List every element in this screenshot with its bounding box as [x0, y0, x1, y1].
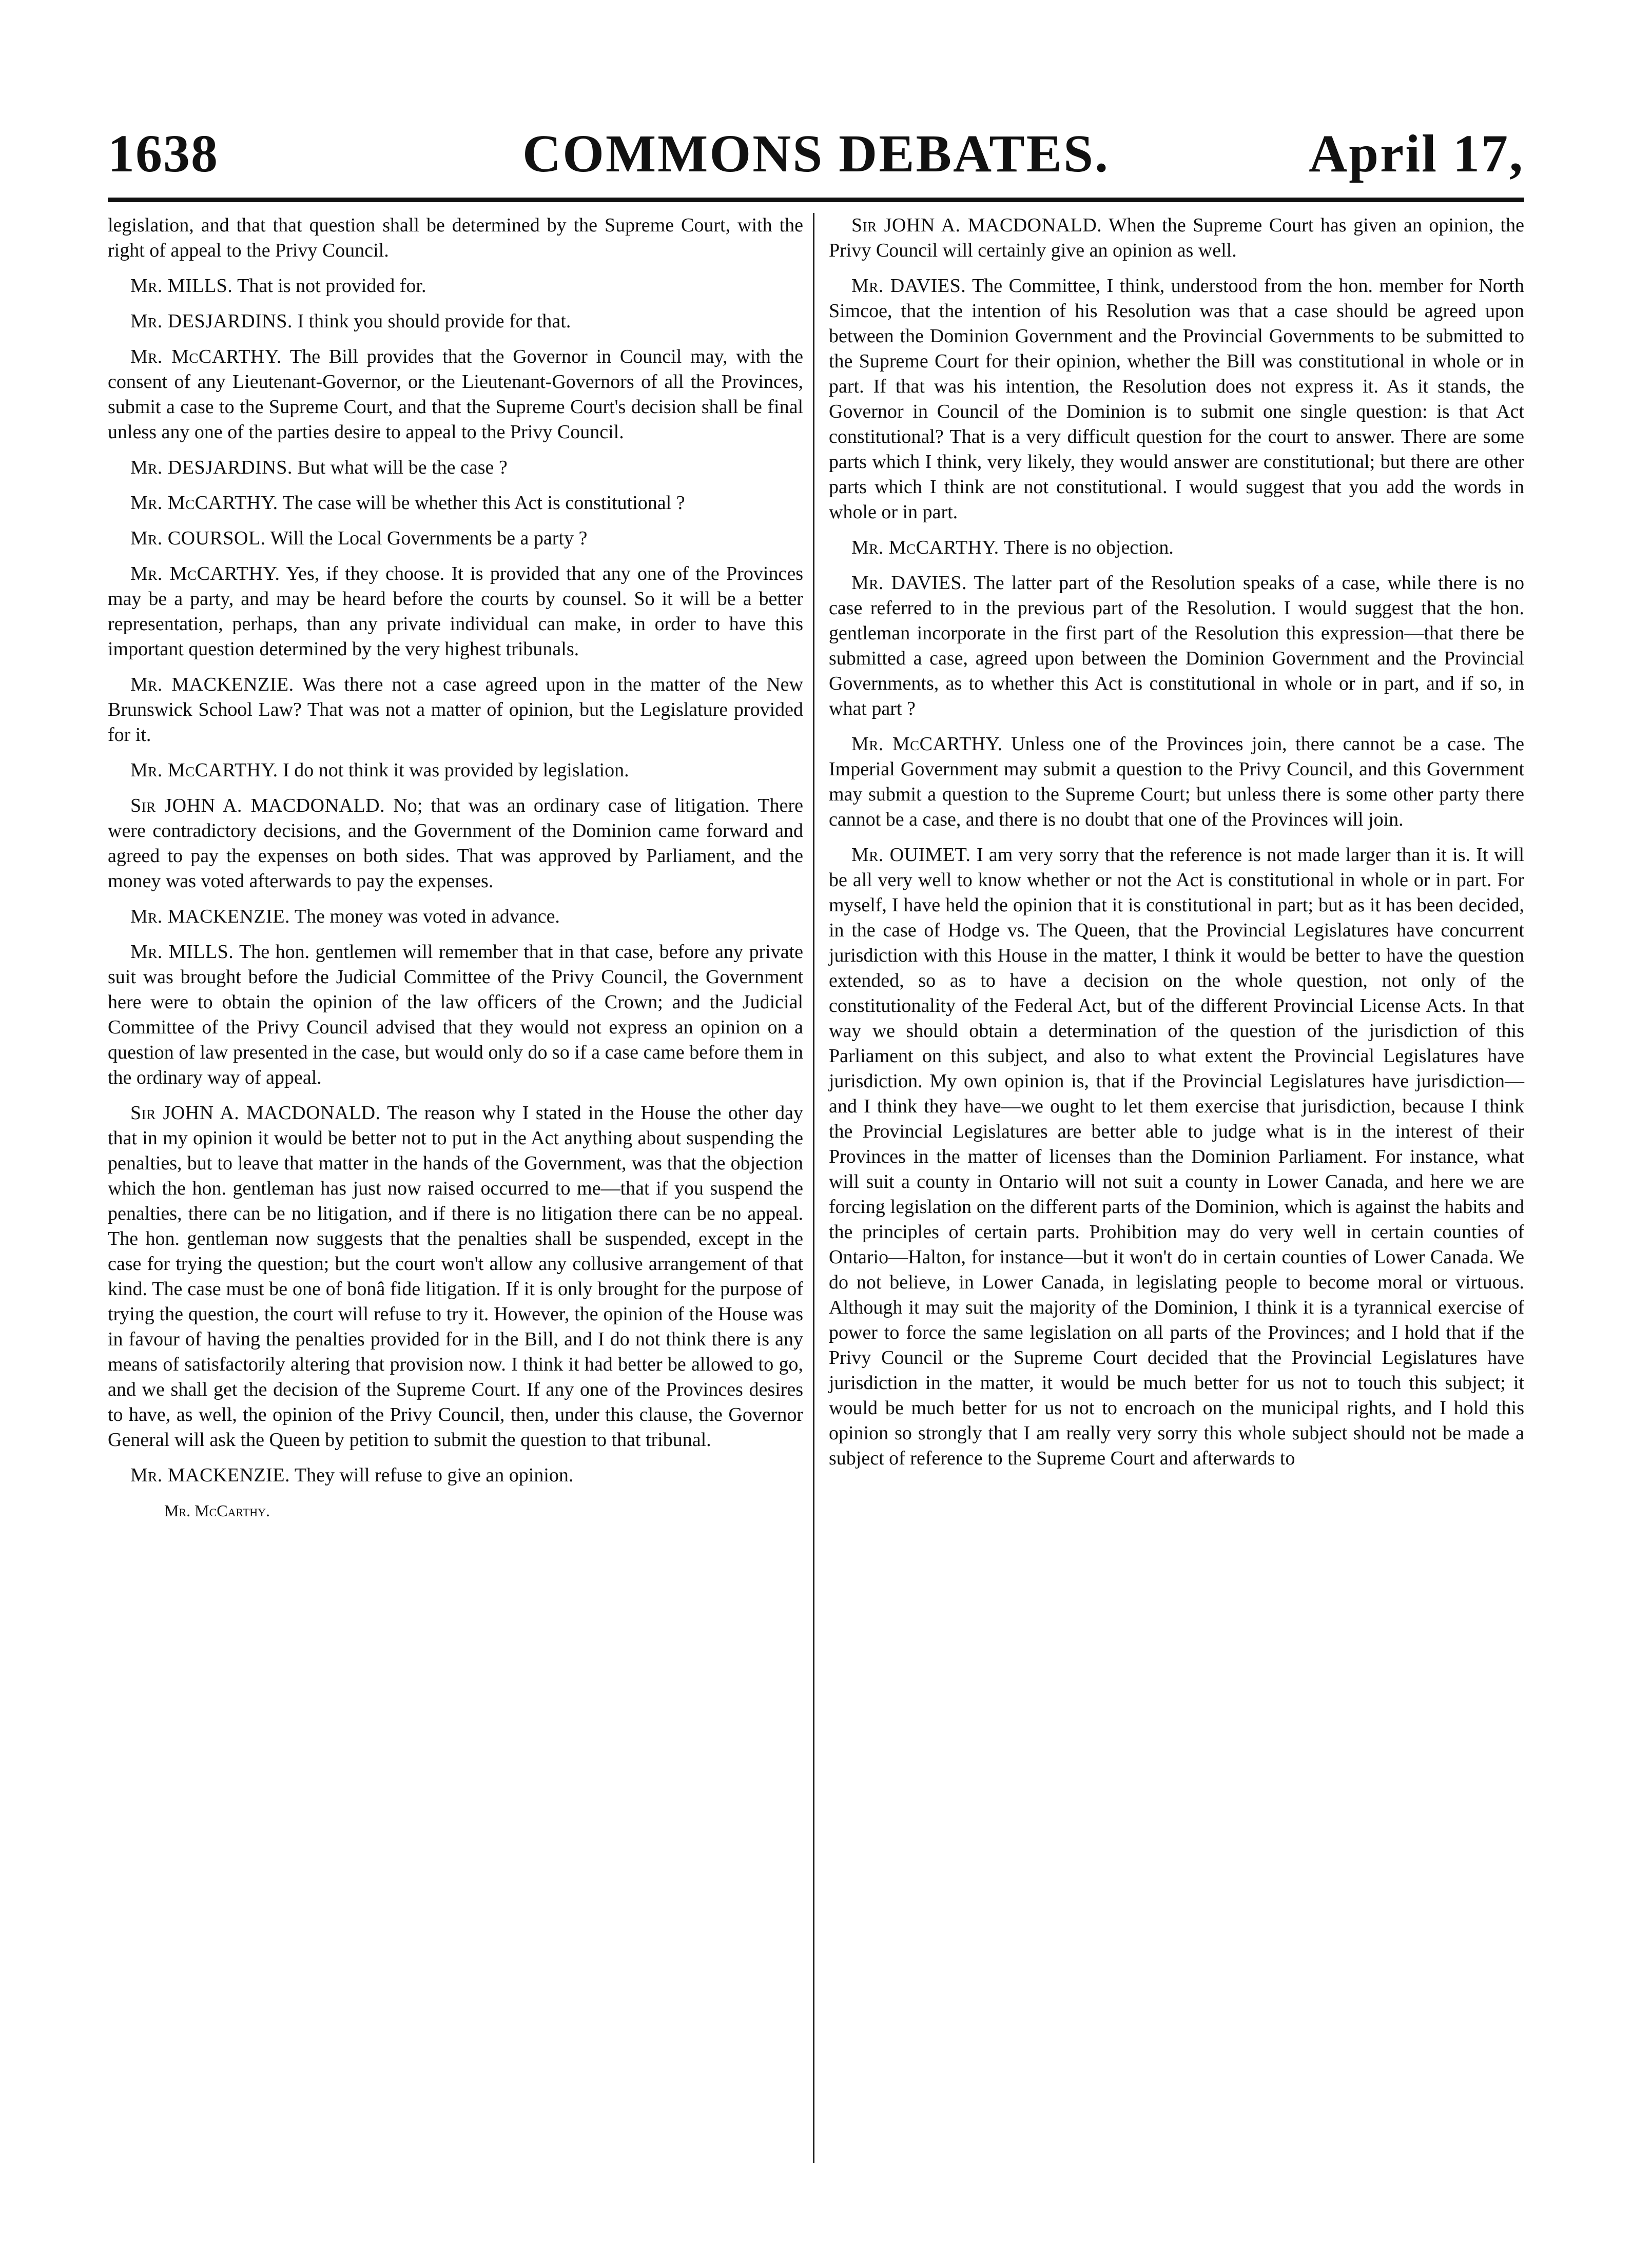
speaker-name: Mr. DAVIES.	[851, 275, 966, 297]
paragraph	[829, 571, 1524, 721]
paragraph	[108, 491, 803, 516]
paragraph	[829, 273, 1524, 525]
footer-signature: Mr. McCarthy.	[164, 1501, 270, 1520]
column-divider	[813, 213, 814, 2163]
paragraph	[829, 732, 1524, 832]
paragraph-text: I think you should provide for that.	[297, 310, 571, 332]
paragraph	[108, 344, 803, 445]
paragraph-text: There is no objection.	[1003, 537, 1174, 558]
paragraph	[108, 793, 803, 894]
speaker-name: Mr. McCARTHY.	[130, 346, 282, 367]
speaker-name: Sir JOHN A. MACDONALD.	[130, 1102, 381, 1124]
paragraph-text: But what will be the case ?	[297, 457, 508, 478]
paragraph	[108, 758, 803, 783]
paragraph	[829, 843, 1524, 1471]
paragraph-text: Yes, if they choose. It is provided that any one of the Provinces may be a party, and may be heard before the courts by counsel. So it will be a better representation, perhaps, than any private individual can make, in order to have this important question determined by the very highest tribunals.	[108, 563, 803, 660]
speaker-name: Mr. DAVIES.	[851, 572, 967, 594]
header-rule	[108, 198, 1524, 202]
page-title: COMMONS DEBATES.	[522, 124, 1110, 183]
speaker-name: Mr. DESJARDINS.	[130, 310, 293, 332]
paragraph-text: No; that was an ordinary case of litigation. There were contradictory decisions, and the Government of the Dominion came forward and agreed to pay the expenses on both sides. That was approved by Parliament, and the money was voted afterwards to pay the expenses.	[108, 795, 803, 892]
speaker-name: Mr. MILLS.	[130, 941, 234, 963]
left-column	[108, 213, 803, 1523]
paragraph	[108, 1101, 803, 1453]
paragraph	[108, 455, 803, 480]
paragraph	[108, 672, 803, 748]
paragraph-text: The Committee, I think, understood from the hon. member for North Simcoe, that the intention of his Resolution was that a case should be agreed upon between the Dominion Government and the Provincial Governments to be submitted to the Supreme Court for their opinion, whether the Bill was constitutional in whole or in part. If that was his intention, the Resolution does not express it. As it stands, the Governor in Council of the Dominion is to submit one single question: is that Act constitutional? That is a very difficult question for the court to answer. There are some parts which I think, very likely, they would answer are constitutional; but there are other parts which I think are not constitutional. I would suggest that you add the words in whole or in part.	[829, 275, 1524, 523]
paragraph	[829, 535, 1524, 560]
paragraph-text: The latter part of the Resolution speaks of a case, while there is no case referred to in the previous part of the Resolution. I would suggest that the hon. gentleman incorporate in the first part of the Resolution this expression—that there be submitted a case, agreed upon between the Dominion Government and the Provincial Governments, as to whether this Act is constitutional in whole or in part, and if so, in what part ?	[829, 572, 1524, 719]
paragraph-text: Unless one of the Provinces join, there cannot be a case. The Imperial Government may submit a question to the Privy Council, and this Government may submit a question to the Supreme Court; but unless there is some other party there cannot be a case, and there is no doubt that one of the Provinces will join.	[829, 733, 1525, 830]
paragraph-text: I do not think it was provided by legislation.	[283, 759, 629, 781]
paragraph-text: Will the Local Governments be a party ?	[270, 527, 588, 549]
speaker-name: Sir JOHN A. MACDONALD.	[130, 795, 385, 816]
speaker-name: Mr. OUIMET.	[851, 844, 971, 866]
right-column	[829, 213, 1524, 1481]
paragraph-text: legislation, and that that question shall be determined by the Supreme Court, with the right of appeal to the Privy Council.	[108, 214, 803, 261]
paragraph	[108, 309, 803, 334]
speaker-name: Mr. DESJARDINS.	[130, 457, 293, 478]
speaker-name: Sir JOHN A. MACDONALD.	[851, 214, 1102, 236]
speaker-name: Mr. McCARTHY.	[130, 563, 280, 584]
speaker-name: Mr. COURSOL.	[130, 527, 266, 549]
paragraph-text: I am very sorry that the reference is not made larger than it is. It will be all very well to know whether or not the Act is constitutional in whole or in part. For myself, I have held the opinion that it is constitutional in part; but as it has been decided, in the case of Hodge vs. The Queen, that the Provincial Legislatures have concurrent jurisdiction with this House in the matter, I think it would be better to have the question extended, so as to have a decision on the whole question, not only of the constitutionality of the Federal Act, but of the different Provincial License Acts. In that way we should obtain a determination of the question of the jurisdiction of this Parliament on this subject, and also to what extent the Provincial Legislatures have jurisdiction. My own opinion is, that if the Provincial Legislatures have jurisdiction—and I think they have—we ought to let them exercise that jurisdiction, because I think the Provincial Legislatures are better able to judge what is in the interest of their Provinces in the matter of licenses than the Dominion Parliament. For instance, what will suit a county in Ontario will not suit a county in Lower Canada, and here we are forcing legislation on the different parts of the Dominion, which is against the habits and the principles of certain parts. Prohibition may do very well in certain counties of Ontario—Halton, for instance—but it won't do in certain counties of Lower Canada. We do not believe, in Lower Canada, in legislating people to become moral or virtuous. Although it may suit the majority of the Dominion, I think it is a tyrannical exercise of power to force the same legislation on all parts of the Provinces; and I hold that if the Privy Council or the Supreme Court decided that the Provincial Legislatures have jurisdiction in the matter, it would be much better for us not to touch this subject; it would be much better for us not to encroach on the municipal rights, and I hold this opinion so strongly that I am really very sorry this whole subject should not be made a subject of reference to the Supreme Court and afterwards to	[829, 844, 1524, 1469]
page-header	[108, 118, 1524, 200]
paragraph	[108, 940, 803, 1090]
speaker-name: Mr. McCARTHY.	[851, 733, 1003, 755]
paragraph-text: They will refuse to give an opinion.	[294, 1464, 574, 1486]
paragraph-text: The Bill provides that the Governor in Council may, with the consent of any Lieutenant-Governor, or the Lieutenant-Governors of all the Provinces, submit a case to the Supreme Court, and that the Supreme Court's decision shall be final unless any one of the parties desire to appeal to the Privy Council.	[108, 346, 803, 443]
paragraph-text: That is not provided for.	[237, 275, 426, 297]
paragraph-text: Was there not a case agreed upon in the matter of the New Brunswick School Law? That was not a matter of opinion, but the Legislature provided for it.	[108, 674, 803, 746]
paragraph-text: The money was voted in advance.	[294, 906, 560, 927]
paragraph-text: The case will be whether this Act is constitutional ?	[282, 492, 685, 514]
paragraph-text: The reason why I stated in the House the other day that in my opinion it would be better not to put in the Act anything about suspending the penalties, but to leave that matter in the hands of the Government, was that the objection which the hon. gentleman has just now raised occurred to me—that if you suspend the penalties, there can be no litigation, and if there is no litigation there can be no appeal. The hon. gentleman now suggests that the penalties shall be suspended, except in the case for trying the question; but the court won't allow any collusive arrangement of that kind. The case must be one of bonâ fide litigation. If it is only brought for the purpose of trying the question, the court will refuse to try it. However, the opinion of the House was in favour of having the penalties provided for in the Bill, and I do not think there is any means of satisfactorily altering that provision now. I think it had better be allowed to go, and we shall get the decision of the Supreme Court. If any one of the Provinces desires to have, as well, the opinion of the Privy Council, then, under this clause, the Governor General will ask the Queen by petition to submit the question to that tribunal.	[108, 1102, 803, 1451]
speaker-name: Mr. McCARTHY.	[130, 759, 278, 781]
paragraph	[829, 213, 1524, 263]
page-number: 1638	[108, 124, 219, 183]
speaker-name: Mr. MILLS.	[130, 275, 233, 297]
paragraph-text: The hon. gentlemen will remember that in that case, before any private suit was brought before the Judicial Committee of the Privy Council, the Government here were to obtain the opinion of the law officers of the Crown; and the Judicial Committee of the Privy Council advised that they would not express an opinion on a question of law presented in the case, but would only do so if a case came before them in the ordinary way of appeal.	[108, 941, 803, 1088]
speaker-name: Mr. MACKENZIE.	[130, 906, 290, 927]
paragraph	[108, 213, 803, 263]
paragraph	[108, 904, 803, 929]
speaker-name: Mr. McCARTHY.	[851, 537, 999, 558]
paragraph	[108, 273, 803, 299]
paragraph	[108, 526, 803, 551]
speaker-name: Mr. MACKENZIE.	[130, 1464, 290, 1486]
speaker-name: Mr. McCARTHY.	[130, 492, 278, 514]
paragraph	[108, 561, 803, 662]
page-date: April 17,	[1309, 124, 1524, 183]
paragraph-text: When the Supreme Court has given an opinion, the Privy Council will certainly give an opinion as well.	[829, 214, 1524, 261]
paragraph	[108, 1463, 803, 1488]
speaker-name: Mr. MACKENZIE.	[130, 674, 294, 695]
